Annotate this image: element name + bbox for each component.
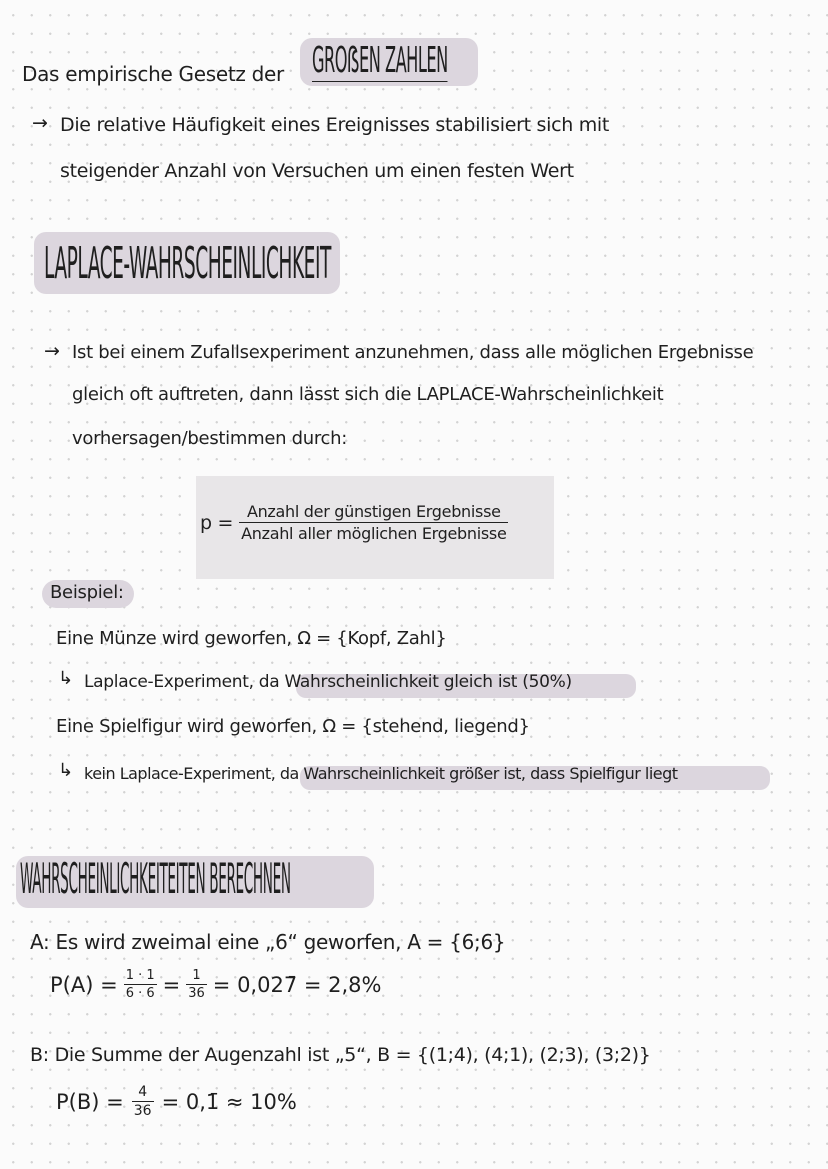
event-a: A: Es wird zweimal eine „6“ geworfen, A = {6;6}	[30, 930, 506, 954]
laplace-formula	[200, 502, 508, 543]
sub-arrow-icon: ↳	[58, 668, 73, 689]
calc-a-equals: =	[162, 972, 181, 997]
calc-b-prefix: P(B) =	[56, 1089, 124, 1114]
title-grossen-zahlen: GROẞEN ZAHLEN	[312, 40, 448, 81]
calc-b-result: = 0,1̄ ≈ 10%	[161, 1089, 297, 1114]
calc-a-fraction-2	[186, 968, 207, 1001]
example-label: Beispiel:	[50, 582, 124, 603]
title-laplace: LAPLACE-WAHRSCHEINLICHKEIT	[44, 238, 331, 289]
calc-b-frac-den: 36	[133, 1103, 152, 1119]
formula-denominator: Anzahl aller möglichen Ergebnisse	[241, 524, 507, 543]
example-2-result: kein Laplace-Experiment, da Wahrscheinlichkeit größer ist, dass Spielfigur liegt	[84, 764, 678, 783]
arrow-icon: →	[32, 112, 48, 134]
definition-line-1: Die relative Häufigkeit eines Ereignisses stabilisiert sich mit	[60, 114, 610, 136]
title-wahrscheinlichkeiten-berechnen: WAHRSCHEINLICHKEITEITEN BERECHNEN	[20, 854, 291, 903]
laplace-line-2: gleich oft auftreten, dann lässt sich die LAPLACE-Wahrscheinlichkeit	[72, 384, 664, 405]
formula-fraction	[239, 502, 508, 543]
laplace-line-1: Ist bei einem Zufallsexperiment anzunehmen, dass alle möglichen Ergebnisse	[72, 342, 754, 363]
sub-arrow-icon: ↳	[58, 760, 73, 781]
formula-numerator: Anzahl der günstigen Ergebnisse	[239, 502, 508, 523]
calc-a-result: = 0,027̄ = 2,8%	[212, 972, 382, 997]
calc-a-frac2-num: 1	[186, 968, 207, 985]
calc-b	[56, 1084, 297, 1119]
formula-lhs: p =	[200, 511, 234, 534]
laplace-line-3: vorhersagen/bestimmen durch:	[72, 428, 348, 449]
example-2: Eine Spielfigur wird geworfen, Ω = {stehend, liegend}	[56, 716, 530, 737]
example-1: Eine Münze wird geworfen, Ω = {Kopf, Zahl}	[56, 628, 447, 649]
definition-line-2: steigender Anzahl von Versuchen um einen festen Wert	[60, 160, 574, 182]
calc-a-prefix: P(A) =	[50, 972, 118, 997]
calc-b-frac-num: 4	[132, 1084, 154, 1102]
event-b: B: Die Summe der Augenzahl ist „5“, B = {(1;4), (4;1), (2;3), (3;2)}	[30, 1044, 651, 1066]
calc-a	[50, 968, 381, 1001]
arrow-icon: →	[44, 340, 60, 362]
calc-a-frac1-den: 6 · 6	[125, 986, 155, 1001]
example-1-result: Laplace-Experiment, da Wahrscheinlichkeit gleich ist (50%)	[84, 672, 572, 692]
calc-b-fraction	[132, 1084, 154, 1119]
calc-a-frac2-den: 36	[188, 986, 205, 1001]
calc-a-fraction-1	[124, 968, 157, 1001]
intro-text: Das empirische Gesetz der	[22, 62, 284, 86]
calc-a-frac1-num: 1 · 1	[125, 968, 155, 983]
